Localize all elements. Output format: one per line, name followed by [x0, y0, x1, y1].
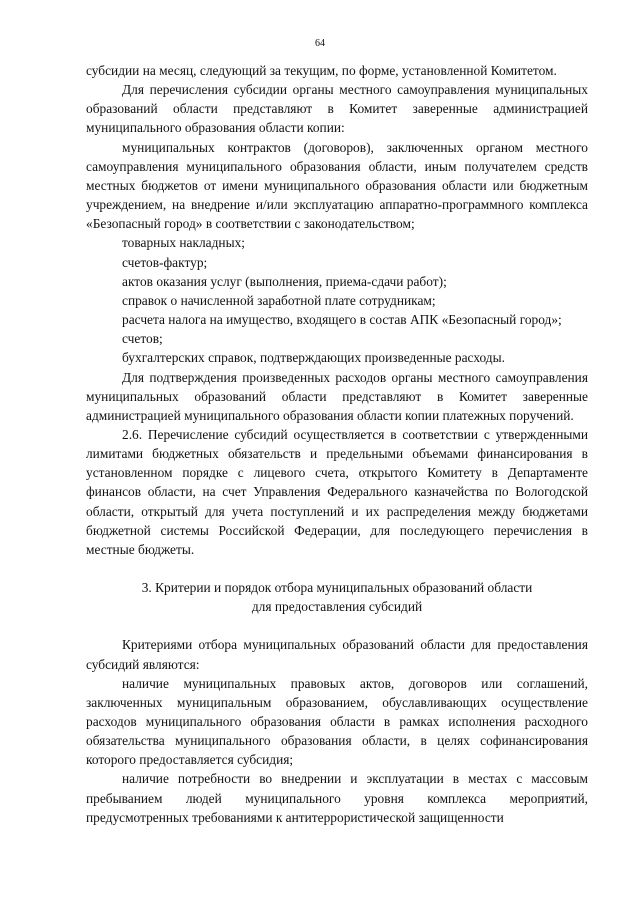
paragraph: муниципальных контрактов (договоров), заключенных органом местного самоуправления муниципального образования области, иным получателем средств местных бюджетов от имени муниципального образования области или бюджетным учреждением, на внедрение и/или эксплуатацию аппаратно-программного комплекса «Безопасный город» в соответствии с законодательством; — [86, 139, 588, 232]
paragraph: субсидии на месяц, следующий за текущим, по форме, установленной Комитетом. — [86, 63, 557, 78]
section-3-heading — [86, 578, 588, 616]
paragraph: Критериями отбора муниципальных образований области для предоставления субсидий являются: — [86, 637, 588, 672]
paragraph: наличие потребности во внедрении и эксплуатации в местах с массовым пребыванием людей муниципального уровня комплекса мероприятий, предусмотренных требованиями к антитеррористической защищенности — [86, 771, 588, 825]
paragraph: справок о начисленной заработной плате сотрудникам; — [122, 292, 436, 308]
paragraph: 2.6. Перечисление субсидий осуществляется в соответствии с утвержденными лимитами бюджетных обязательств и предельными объемами финансирования в установленном порядке с лицевого счета, открытого Комитету в Департаменте финансов области, на счет Управления Федерального казначейства по Вологодской области, открытый для учета поступлений и их распределения между бюджетами бюджетной системы Российской Федерации, для последующего перечисления в местные бюджеты. — [86, 426, 588, 557]
paragraph: актов оказания услуг (выполнения, приема-сдачи работ); — [122, 273, 447, 289]
paragraph: счетов-фактур; — [122, 254, 208, 270]
paragraph: Для перечисления субсидии органы местного самоуправления муниципальных образований области представляют в Комитет заверенные администрацией муниципального образования области копии: — [86, 82, 588, 136]
paragraph: товарных накладных; — [122, 235, 245, 251]
paragraph: счетов; — [122, 331, 163, 347]
section-2-text — [86, 61, 588, 559]
section-3-heading-line-1: 3. Критерии и порядок отбора муниципальных образований области — [141, 580, 533, 596]
paragraph: Для подтверждения произведенных расходов органы местного самоуправления муниципальных образований области представляют в Комитет заверенные администрацией муниципального образования области копии платежных поручений. — [86, 369, 588, 423]
paragraph: бухгалтерских справок, подтверждающих произведенные расходы. — [122, 350, 505, 366]
page-number: 64 — [315, 38, 325, 49]
section-3-text — [86, 635, 588, 827]
paragraph: расчета налога на имущество, входящего в состав АПК «Безопасный город»; — [122, 312, 562, 328]
document-body — [86, 61, 588, 827]
section-3-heading-line-2: для предоставления субсидий — [251, 599, 423, 615]
paragraph: наличие муниципальных правовых актов, договоров или соглашений, заключенных муниципальным образованием, обуславливающих осуществление расходов муниципального образования области в рамках исполнения расходного обязательства муниципального образования области, в целях софинансирования которого предоставляется субсидия; — [86, 675, 588, 768]
